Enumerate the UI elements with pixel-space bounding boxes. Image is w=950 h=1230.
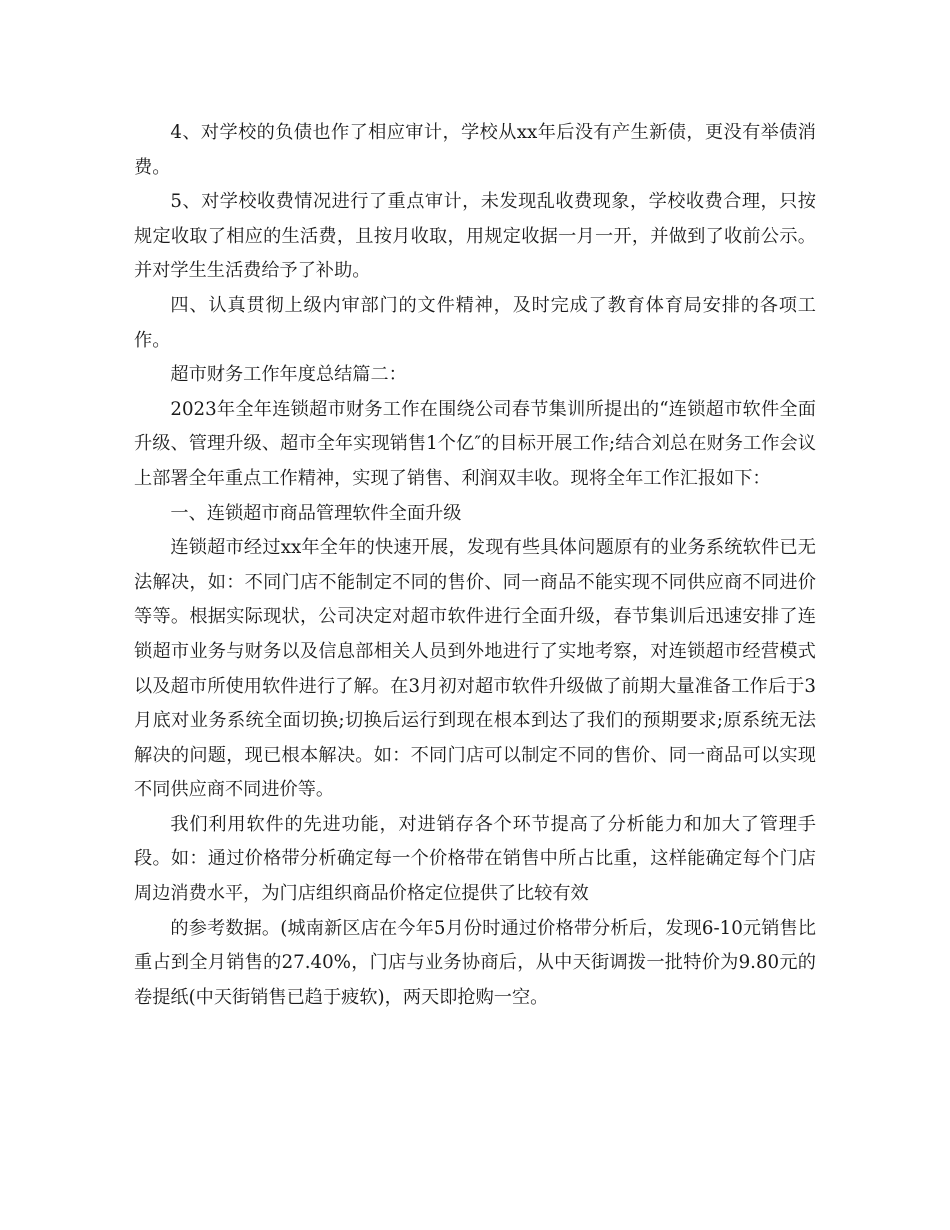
paragraph-internal-audit: 四、认真贯彻上级内审部门的文件精神，及时完成了教育体育局安排的各项工作。 <box>134 294 816 351</box>
document-body <box>134 116 816 1015</box>
section-heading-software-upgrade: 一、连锁超市商品管理软件全面升级 <box>170 502 462 524</box>
paragraph-audit-fees: 5、对学校收费情况进行了重点审计，未发现乱收费现象，学校收费合理，只按规定收取了相应的生活费，且按月收取，用规定收据一月一开，并做到了收前公示。并对学生生活费给予了补助。 <box>134 191 816 282</box>
paragraph-software-upgrade: 连锁超市经过xx年全年的快速开展，发现有些具体问题原有的业务系统软件已无法解决，如：不同门店不能制定不同的售价、同一商品不能实现不同供应商不同进价等等。根据实际现状，公司决定对超市软件进行全面升级，春节集训后迅速安排了连锁超市业务与财务以及信息部相关人员到外地进行了实地考察，对连锁超市经营模式以及超市所使用软件进行了解。在3月初对超市软件升级做了前期大量准备工作后于3月底对业务系统全面切换;切换后运行到现在根本到达了我们的预期要求;原系统无法解决的问题，现已根本解决。如：不同门店可以制定不同的售价、同一商品可以实现不同供应商不同进价等。 <box>134 537 816 801</box>
paragraph-annual-intro: 2023年全年连锁超市财务工作在围绕公司春节集训所提出的“连锁超市软件全面升级、管理升级、超市全年实现销售1个亿″的目标开展工作;结合刘总在财务工作会议上部署全年重点工作精神，实现了销售、利润双丰收。现将全年工作汇报如下： <box>134 398 816 489</box>
paragraph-reference-data: 的参考数据。(城南新区店在今年5月份时通过价格带分析后，发现6-10元销售比重占到全月销售的27.40%，门店与业务协商后，从中天街调拨一批特价为9.80元的卷提纸(中天街销售已趋于疲软)，两天即抢购一空。 <box>134 917 816 1008</box>
paragraph-software-analysis: 我们利用软件的先进功能，对进销存各个环节提高了分析能力和加大了管理手段。如：通过价格带分析确定每一个价格带在销售中所占比重，这样能确定每个门店周边消费水平，为门店组织商品价格定位提供了比较有效 <box>134 813 816 905</box>
section-heading-part-two: 超市财务工作年度总结篇二： <box>170 364 407 386</box>
paragraph-audit-debt: 4、对学校的负债也作了相应审计，学校从xx年后没有产生新债，更没有举债消费。 <box>134 122 816 178</box>
